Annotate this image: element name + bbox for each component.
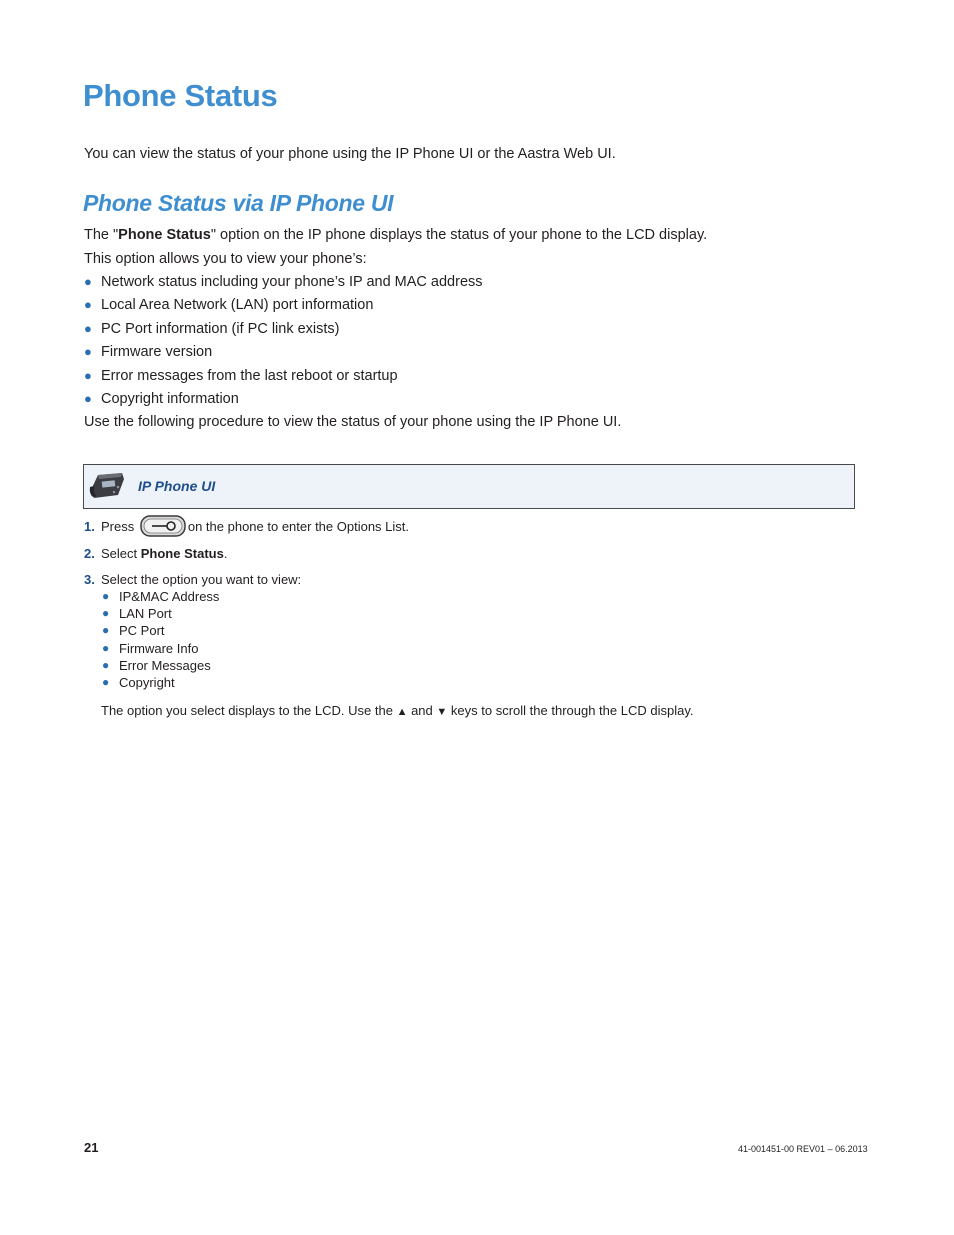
- list-item: ● Local Area Network (LAN) port information: [84, 297, 374, 314]
- ip-phone-icon: [88, 470, 126, 500]
- bullet-icon: ●: [84, 320, 92, 336]
- list-item: ● Copyright: [102, 674, 175, 690]
- bullet-icon: ●: [84, 297, 92, 313]
- bullet-icon: ●: [102, 640, 110, 655]
- bullet-icon: ●: [84, 344, 92, 360]
- page-number: 21: [84, 1140, 99, 1155]
- scroll-note: The option you select displays to the LCD. Use the ▲ and ▼ keys to scroll the through the LCD display.: [101, 702, 693, 721]
- list-item: ● Error Messages: [102, 657, 211, 673]
- feature-list: [84, 273, 483, 413]
- list-item: ● Error messages from the last reboot or startup: [84, 367, 398, 384]
- up-arrow-icon: ▲: [396, 706, 408, 718]
- step-number: 3.: [84, 572, 95, 587]
- document-id: 41-001451-00 REV01 – 06.2013: [738, 1144, 868, 1154]
- bullet-icon: ●: [84, 390, 92, 406]
- list-item: ● PC Port information (if PC link exists): [84, 320, 340, 337]
- bullet-icon: ●: [102, 623, 110, 638]
- line1-prefix: The ": [84, 227, 119, 243]
- options-key-icon: [140, 515, 186, 537]
- line1-bold: Phone Status: [118, 227, 211, 243]
- section-line-2: This option allows you to view your phone’s:: [84, 251, 367, 267]
- section-line-1: [84, 226, 707, 244]
- procedure-header: [83, 464, 855, 509]
- procedure-label: IP Phone UI: [138, 478, 216, 494]
- list-item: ● Copyright information: [84, 390, 239, 407]
- list-item: ● PC Port: [102, 623, 165, 639]
- line1-suffix: " option on the IP phone displays the status of your phone to the LCD display.: [210, 227, 708, 243]
- intro-paragraph: You can view the status of your phone using the IP Phone UI or the Aastra Web UI.: [84, 146, 616, 162]
- list-item: ● Firmware version: [84, 344, 213, 361]
- list-item: ● Network status including your phone’s IP and MAC address: [84, 274, 483, 290]
- bullet-icon: ●: [102, 657, 110, 672]
- step-number: 2.: [84, 546, 95, 561]
- bullet-icon: ●: [84, 367, 92, 383]
- bullet-icon: ●: [102, 674, 110, 689]
- section-title: Phone Status via IP Phone UI: [83, 190, 394, 216]
- step-number: 1.: [84, 519, 95, 534]
- list-item: ● Firmware Info: [102, 640, 199, 656]
- list-item: ● LAN Port: [102, 606, 172, 622]
- bullet-icon: ●: [84, 274, 92, 289]
- bullet-icon: ●: [102, 606, 110, 621]
- page-title: Phone Status: [83, 78, 278, 113]
- list-item: ● IP&MAC Address: [102, 589, 220, 604]
- option-list: [102, 588, 219, 691]
- down-arrow-icon: ▼: [436, 706, 448, 718]
- closing-paragraph: Use the following procedure to view the status of your phone using the IP Phone UI.: [84, 414, 622, 430]
- bullet-icon: ●: [102, 589, 110, 603]
